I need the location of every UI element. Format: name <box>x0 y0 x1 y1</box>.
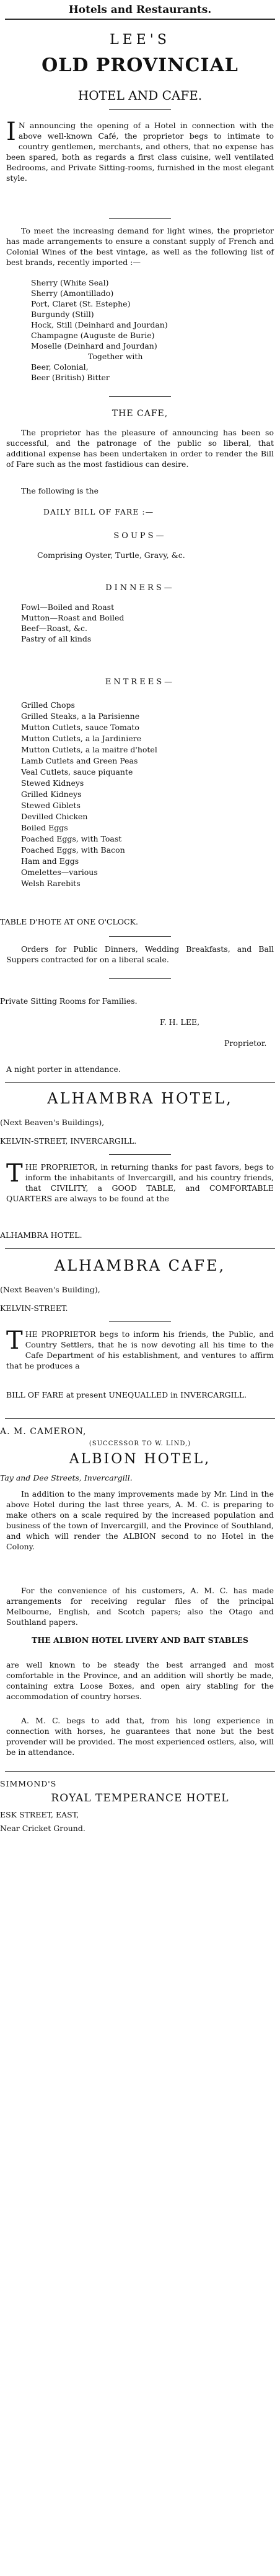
wine-item: Port, Claret (St. Estephe) <box>31 299 131 308</box>
lees-intro: I N announcing the opening of a Hotel in connection with the above well-known Café, the proprietor begs to intimate to country gentlemen, merchants, and others, that no expense has been spared, both as regards a first class cuisine, well ventilated Bedrooms, and Private Sitting-rooms, furnished in the most elegant style. <box>6 118 274 183</box>
albion-address: Tay and Dee Streets, Invercargill. <box>0 1473 133 1482</box>
entree-item: Omelettes—various <box>21 868 98 877</box>
royal-owner: SIMMOND'S <box>0 1779 57 1788</box>
alhambra-hotel-title: ALHAMBRA HOTEL, <box>47 1090 233 1107</box>
entree-item: Welsh Rarebits <box>21 879 81 888</box>
following-text: The following is the <box>21 486 99 495</box>
alhambra-hotel-text: THE PROPRIETOR, in returning thanks for past favors, begs to inform the inhabitants of Invercargill, and his country friends, that CIVILITY, a GOOD TABLE, and COMFORTABLE QUARTERS are always to be found at the <box>6 1159 274 1203</box>
alhambra-cafe-street: KELVIN-STREET. <box>0 1303 68 1313</box>
drop-cap: T <box>6 1159 23 1188</box>
beer-item: Beer (British) Bitter <box>31 373 110 382</box>
table-dhote: TABLE D'HOTE AT ONE O'CLOCK. <box>0 917 138 926</box>
royal-near: Near Cricket Ground. <box>0 1824 85 1833</box>
divider <box>109 1154 171 1155</box>
wine-item: Sherry (Amontillado) <box>31 289 114 298</box>
entree-item: Grilled Kidneys <box>21 790 82 799</box>
divider <box>109 1321 171 1322</box>
entrees-list <box>21 700 269 889</box>
entree-item: Lamb Cutlets and Green Peas <box>21 756 138 765</box>
alhambra-cafe-subtitle: (Next Beaven's Building), <box>0 1285 100 1294</box>
albion-owner: A. M. CAMERON, <box>0 1427 87 1437</box>
divider <box>109 396 171 397</box>
soups-text: Comprising Oyster, Turtle, Gravy, &c. <box>37 550 185 560</box>
section-rule <box>5 1082 275 1083</box>
entree-item: Grilled Chops <box>21 700 75 710</box>
orders-text: Orders for Public Dinners, Wedding Breakfasts, and Ball Suppers contracted for on a liberal scale. <box>6 944 274 964</box>
entree-item: Grilled Steaks, a la Parisienne <box>21 711 140 721</box>
alhambra-cafe-title: ALHAMBRA CAFE, <box>54 1257 226 1274</box>
alhambra-cafe-closing: BILL OF FARE at present UNEQUALLED in INVERCARGILL. <box>6 1390 247 1399</box>
entree-item: Poached Eggs, with Bacon <box>21 845 125 855</box>
divider <box>109 936 171 937</box>
together-with: Together with <box>88 352 143 361</box>
divider <box>109 218 171 219</box>
entree-item: Mutton Cutlets, a la Jardiniere <box>21 734 141 743</box>
cafe-heading: THE CAFE, <box>112 409 168 419</box>
night-porter: A night porter in attendance. <box>6 1064 121 1074</box>
cafe-text: The proprietor has the pleasure of announcing has been so successful, and the patronage of the public so liberal, that additional expense has been undertaken in order to render the Bill of Fare such as the most fastidious can desire. <box>6 428 274 469</box>
wine-item: Sherry (White Seal) <box>31 278 109 287</box>
entree-item: Stewed Kidneys <box>21 778 84 788</box>
albion-para-2: For the convenience of his customers, A. M. C. has made arrangements for receiving regular files of the principal Melbourne, English, and Scotch papers; also the Otago and Southland papers. <box>6 1586 274 1627</box>
lees-title-main: OLD PROVINCIAL <box>42 54 238 76</box>
wine-item: Hock, Still (Deinhard and Jourdan) <box>31 320 168 329</box>
wine-item: Moselle (Deinhard and Jourdan) <box>31 341 157 350</box>
entree-item: Boiled Eggs <box>21 823 68 832</box>
royal-title: ROYAL TEMPERANCE HOTEL <box>51 1792 229 1804</box>
wine-item: Burgundy (Still) <box>31 310 94 319</box>
lees-subtitle: HOTEL AND CAFE. <box>77 88 203 103</box>
dinner-item: Pastry of all kinds <box>21 634 92 643</box>
alhambra-cafe-text: THE PROPRIETOR begs to inform his friends, the Public, and Country Settlers, that he is now devoting all his time to the Cafe Department of his establishment, and ventures to affirm that he produces a <box>6 1326 274 1370</box>
dinners-heading: DINNERS— <box>105 583 175 593</box>
albion-para-3: A. M. C. begs to add that, from his long experience in connection with horses, he guarantees that none but the best provender will be provided. The most experienced ostlers, also, will be in attendance. <box>6 1716 274 1757</box>
daily-bill-heading: DAILY BILL OF FARE :— <box>43 507 154 516</box>
albion-title: ALBION HOTEL, <box>69 1451 211 1467</box>
section-rule <box>5 1418 275 1419</box>
dinner-item: Mutton—Roast and Boiled <box>21 613 125 622</box>
lees-title: LEE'S <box>110 32 170 48</box>
proprietor-title: Proprietor. <box>224 1038 267 1048</box>
alhambra-hotel-street: KELVIN-STREET, INVERCARGILL. <box>0 1136 137 1146</box>
entree-item: Ham and Eggs <box>21 856 79 866</box>
stables-text: are well known to be steady the best arranged and most comfortable in the Province, and an addition will shortly be made, containing extra Loose Boxes, and open airy stabling for the accommodation of country horses. <box>6 1660 274 1701</box>
stables-heading: THE ALBION HOTEL LIVERY AND BAIT STABLES <box>32 1635 248 1645</box>
entree-item: Veal Cutlets, sauce piquante <box>21 767 133 777</box>
beer-item: Beer, Colonial, <box>31 362 89 372</box>
royal-street: ESK STREET, EAST, <box>0 1810 79 1819</box>
header-rule <box>5 19 275 20</box>
wine-list <box>31 277 274 383</box>
entree-item: Poached Eggs, with Toast <box>21 834 122 843</box>
section-title: Hotels and Restaurants. <box>68 4 212 16</box>
dinner-item: Fowl—Boiled and Roast <box>21 603 115 612</box>
drop-cap: T <box>6 1326 23 1355</box>
section-rule <box>5 1248 275 1249</box>
albion-successor: (SUCCESSOR TO W. LIND,) <box>89 1440 191 1447</box>
divider <box>109 978 171 979</box>
entree-item: Mutton Cutlets, a la maitre d'hotel <box>21 745 157 754</box>
dinners-list <box>21 602 269 644</box>
wines-intro: To meet the increasing demand for light wines, the proprietor has made arrangements to ensure a constant supply of French and Colonial Wines of the best vintage, as well as the following list of best brands, recently imported :— <box>6 226 274 267</box>
divider <box>109 109 171 110</box>
entree-item: Devilled Chicken <box>21 812 88 821</box>
section-rule <box>5 1771 275 1772</box>
proprietor-name: F. H. LEE, <box>160 1017 200 1027</box>
private-rooms: Private Sitting Rooms for Families. <box>0 996 138 1006</box>
drop-cap: I <box>6 118 16 146</box>
wine-item: Champagne (Auguste de Burie) <box>31 331 155 340</box>
alhambra-hotel-subtitle: (Next Beaven's Buildings), <box>0 1118 105 1127</box>
entree-item: Stewed Giblets <box>21 801 81 810</box>
albion-para-1: In addition to the many improvements made by Mr. Lind in the above Hotel during the last three years, A. M. C. is preparing to make others on a scale required by the increased population and business of the town of Invercargill, and the Province of Southland, and which will render the ALBION second to no Hotel in the Colony. <box>6 1489 274 1551</box>
entrees-heading: ENTREES— <box>105 677 175 687</box>
alhambra-hotel-closing: ALHAMBRA HOTEL. <box>0 1230 82 1240</box>
dinner-item: Beef—Roast, &c. <box>21 624 87 633</box>
entree-item: Mutton Cutlets, sauce Tomato <box>21 723 139 732</box>
soups-heading: SOUPS— <box>113 531 167 541</box>
